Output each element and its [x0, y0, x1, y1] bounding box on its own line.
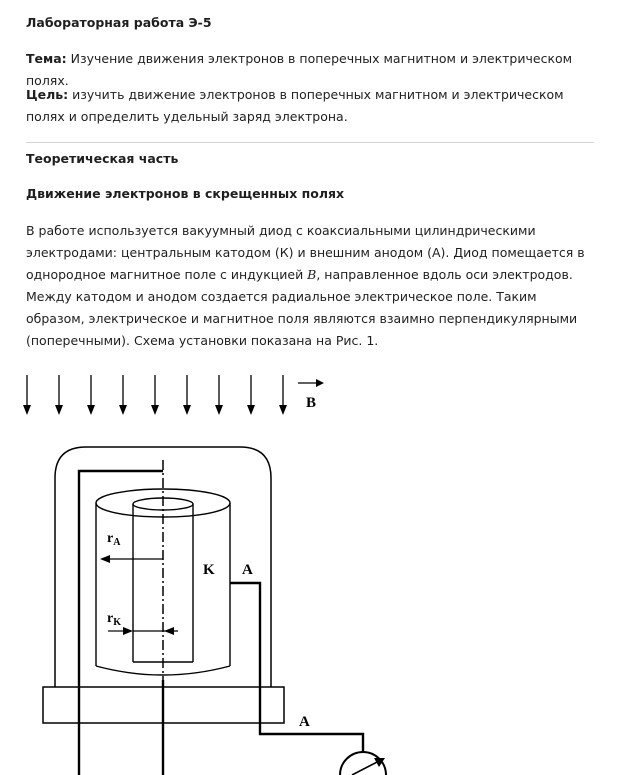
topic-label: Тема: — [26, 51, 67, 66]
field-arrow — [151, 375, 159, 415]
field-arrow — [183, 375, 191, 415]
anode-lead — [230, 583, 363, 752]
label-A-electrode: A — [242, 562, 253, 578]
goal-text: изучить движение электронов в поперечных магнитном и электрическом полях и определить удельный заряд электрона. — [26, 87, 564, 124]
field-arrow — [23, 375, 31, 415]
body-text-before: В работе используется вакуумный диод с коаксиальными цилиндрическими электродами: центральным катодом (К) и внешним анодом (А). Диод помещается в однородное магнитное поле с индукцией — [26, 223, 585, 282]
field-arrow — [247, 375, 255, 415]
label-K: K — [203, 562, 215, 578]
radius-anode-arrow — [100, 555, 163, 563]
theory-heading: Теоретическая часть — [26, 151, 179, 166]
magnetic-field-arrows — [23, 375, 287, 415]
B-vector-label — [298, 379, 324, 411]
label-rA-sub: A — [113, 537, 121, 548]
field-arrow — [279, 375, 287, 415]
field-arrow — [119, 375, 127, 415]
goal-label: Цель: — [26, 87, 69, 102]
label-B: B — [306, 395, 317, 411]
ammeter-icon — [340, 752, 386, 775]
body-text-after: , направленное вдоль оси электродов. Между катодом и анодом создается радиальное электрическое поле. Таким образом, электрическое и магнитное поля являются взаимно перпендикулярными (поперечными). Схема установки показана на Рис. 1. — [26, 267, 578, 348]
topic-text: Изучение движения электронов в поперечных магнитном и электрическом полях. — [26, 51, 573, 88]
label-A-meter: A — [299, 714, 310, 730]
body-symbol-B: B — [307, 267, 317, 282]
field-arrow — [215, 375, 223, 415]
label-rA-main: r — [107, 531, 114, 546]
field-arrow — [87, 375, 95, 415]
label-rA — [107, 531, 121, 548]
label-rK-sub: K — [113, 617, 121, 628]
field-arrow — [55, 375, 63, 415]
lab-title: Лабораторная работа Э-5 — [26, 15, 212, 30]
motion-heading: Движение электронов в скрещенных полях — [26, 186, 345, 201]
label-rK — [107, 611, 121, 628]
radius-cathode-arrow — [108, 627, 178, 635]
label-rK-main: r — [107, 611, 114, 626]
